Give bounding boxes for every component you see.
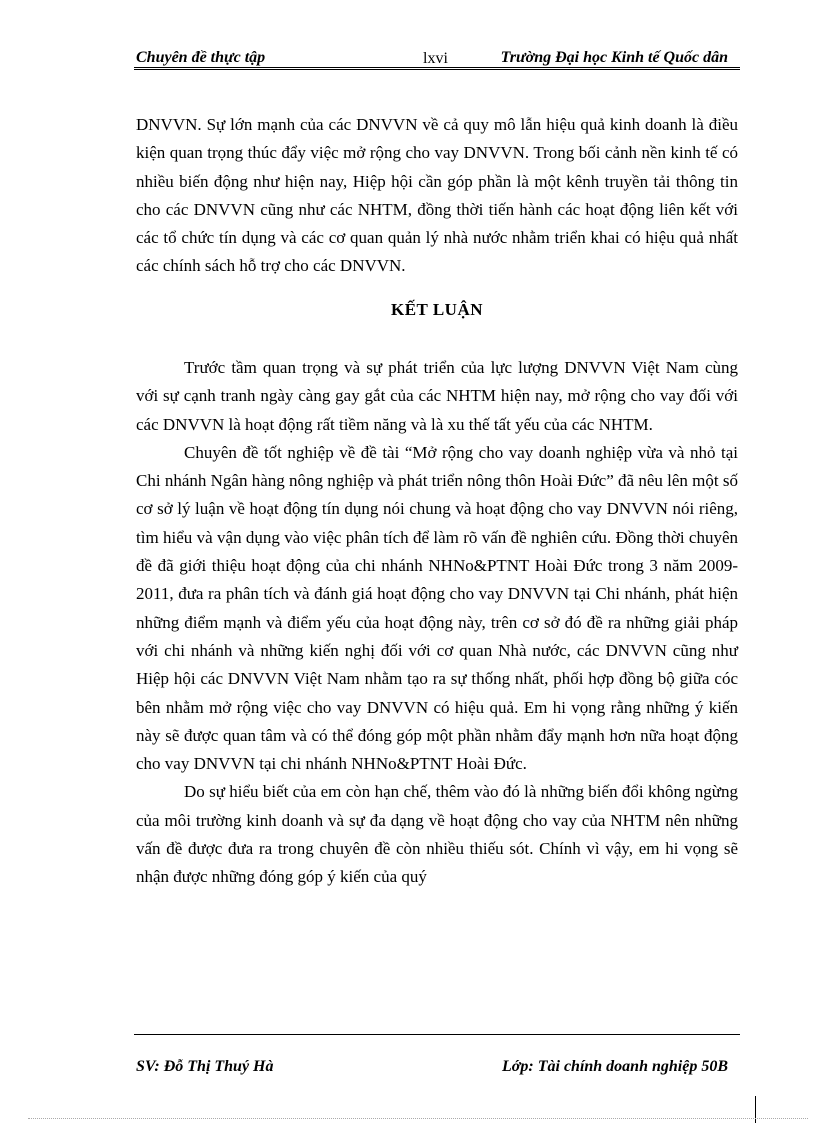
page-footer (134, 1058, 740, 1082)
header-university: Trường Đại học Kinh tế Quốc dân (500, 49, 728, 66)
page-number: lxvi (423, 50, 448, 67)
section-heading: KẾT LUẬN (390, 300, 483, 319)
paragraph: Chuyên đề tốt nghiệp về đề tài “Mở rộng cho vay doanh nghiệp vừa và nhỏ tại Chi nhánh Ngân hàng nông nghiệp và phát triển nông thôn Hoài Đức” đã nêu lên một số cơ sở lý luận về hoạt động tín dụng nói chung và hoạt động cho vay DNVVN nói riêng, tìm hiểu và vận dụng vào việc phân tích để làm rõ vấn đề nghiên cứu. Đồng thời chuyên đề đã giới thiệu hoạt động của chi nhánh NHNo&PTNT Hoài Đức trong 3 năm 2009-2011, đưa ra phân tích và đánh giá hoạt động cho vay DNVVN tại Chi nhánh, phát hiện những điểm mạnh và điểm yếu của hoạt động này, trên cơ sở đó đề ra những giải pháp với chi nhánh và những kiến nghị đối với cơ quan Nhà nước, các DNVVN cũng như Hiệp hội các DNVVN Việt Nam nhằm tạo ra sự thống nhất, phối hợp đồng bộ giữa cóc bên nhằm mở rộng việc cho vay DNVVN có hiệu quả. Em hi vọng rằng những ý kiến này sẽ được quan tâm và có thể đóng góp một phần nhằm đẩy mạnh hơn nữa hoạt động cho vay DNVVN tại chi nhánh NHNo&PTNT Hoài Đức. (136, 442, 738, 774)
footer-student: SV: Đỗ Thị Thuý Hà (136, 1058, 274, 1075)
conclusion-body (136, 354, 738, 892)
header-title: Chuyên đề thực tập (136, 49, 266, 66)
paragraph: DNVVN. Sự lớn mạnh của các DNVVN về cả quy mô lẫn hiệu quả kinh doanh là điều kiện quan trọng thúc đẩy việc mở rộng cho vay DNVVN. Trong bối cảnh nền kinh tế có nhiều biến động như hiện nay, Hiệp hội cần góp phần là một kênh truyền tải thông tin cho các DNVVN cũng như các NHTM, đồng thời tiến hành các hoạt động liên kết với các tổ chức tín dụng và các cơ quan quản lý nhà nước nhằm triển khai có hiệu quả nhất các chính sách hỗ trợ cho các DNVVN. (136, 115, 738, 276)
page-header (134, 46, 740, 72)
header-rule (134, 67, 740, 72)
paragraph: Trước tầm quan trọng và sự phát triển của lực lượng DNVVN Việt Nam cùng với sự cạnh tranh ngày càng gay gắt của các NHTM hiện nay, mở rộng cho vay đối với các DNVVN là hoạt động rất tiềm năng và là xu thế tất yếu của các NHTM. (136, 358, 738, 434)
footer-rule (134, 1034, 740, 1035)
paragraph-continued (136, 111, 738, 281)
paragraph: Do sự hiểu biết của em còn hạn chế, thêm vào đó là những biến đổi không ngừng của môi trường kinh doanh và sự đa dạng về hoạt động cho vay của NHTM nên những vấn đề được đưa ra trong chuyên đề còn nhiều thiếu sót. Chính vì vậy, em hi vọng sẽ nhận được những đóng góp ý kiến của quý (136, 782, 738, 887)
bottom-dotted-line (28, 1118, 808, 1119)
footer-class: Lớp: Tài chính doanh nghiệp 50B (502, 1058, 728, 1075)
